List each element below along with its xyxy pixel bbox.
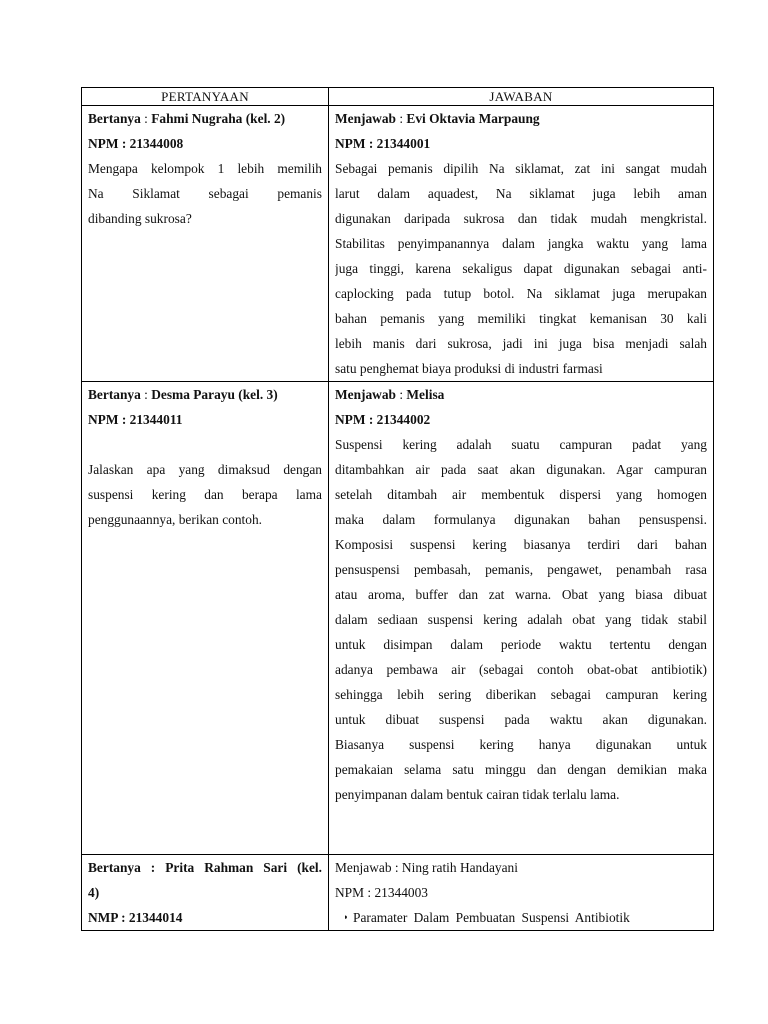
table-row xyxy=(82,855,714,931)
answer-text-line: bahan pemanis yang memiliki tingkat kemanisan 30 kali xyxy=(335,311,707,326)
asker-line: Bertanya : Prita Rahman Sari (kel. xyxy=(88,860,322,875)
answer-text-line: sehingga lebih sering diberikan sebagai campuran kering xyxy=(335,687,707,702)
responder-npm: NPM : 21344001 xyxy=(335,136,431,151)
answer-text-line: pemakaian selama satu minggu dan dengan demikian maka xyxy=(335,762,707,777)
question-text-line: Jalaskan apa yang dimaksud dengan xyxy=(88,462,322,477)
asker-line xyxy=(88,106,322,131)
asker-line-continued: 4) xyxy=(88,885,100,900)
answer-text-line: Sebagai pemanis dipilih Na siklamat, zat ini sangat mudah xyxy=(335,161,707,176)
table-row xyxy=(82,106,714,382)
responder-line xyxy=(335,382,707,407)
answer-cell xyxy=(329,382,714,855)
answer-text-line: atau aroma, buffer dan zat warna. Obat yang biasa dibuat xyxy=(335,587,707,602)
question-cell xyxy=(82,382,329,855)
answer-text-line: untuk disimpan dalam periode waktu tertentu dengan xyxy=(335,637,707,652)
answer-text-line: pensuspensi pembasah, pemanis, pengawet, penambah rasa xyxy=(335,562,707,577)
answer-text-line: caplocking pada tutup botol. Na siklamat juga merupakan xyxy=(335,286,707,301)
asker-npm: NPM : 21344008 xyxy=(88,136,184,151)
answer-text-line: satu penghemat biaya produksi di industri farmasi xyxy=(335,361,603,376)
table-row xyxy=(82,382,714,855)
answer-cell xyxy=(329,106,714,382)
responder-name: Melisa xyxy=(406,387,445,402)
asker-prefix: Bertanya xyxy=(88,111,141,126)
list-item: • Paramater Dalam Pembuatan Suspensi Antibiotik xyxy=(345,905,707,930)
question-text-line: suspensi kering dan berapa lama xyxy=(88,487,322,502)
answer-text-line: ditambahkan air pada saat akan digunakan. Agar campuran xyxy=(335,462,707,477)
responder-line: Menjawab : Ning ratih Handayani xyxy=(335,860,518,875)
responder-npm: NPM : 21344002 xyxy=(335,412,431,427)
responder-name: Evi Oktavia Marpaung xyxy=(406,111,540,126)
blank-line xyxy=(88,432,322,457)
question-text-line: Na Siklamat sebagai pemanis xyxy=(88,186,322,201)
answer-text-line: Suspensi kering adalah suatu campuran padat yang xyxy=(335,437,707,452)
question-text-line: penggunaannya, berikan contoh. xyxy=(88,512,263,527)
answer-text-line: adanya pembawa air (sebagai contoh obat-obat antibiotik) xyxy=(335,662,707,677)
responder-npm: NPM : 21344003 xyxy=(335,885,429,900)
question-text-line: dibanding sukrosa? xyxy=(88,211,192,226)
responder-separator: : xyxy=(396,387,407,402)
table-header-row xyxy=(82,88,714,106)
question-cell xyxy=(82,855,329,931)
parameter-list xyxy=(335,905,707,930)
question-text-line: Mengapa kelompok 1 lebih memilih xyxy=(88,161,322,176)
answer-text-line: dalam sediaan suspensi kering adalah obat yang tidak stabil xyxy=(335,612,707,627)
responder-separator: : xyxy=(396,111,407,126)
asker-name: Desma Parayu (kel. 3) xyxy=(151,387,278,402)
answer-cell xyxy=(329,855,714,931)
answer-text-line: juga tinggi, karena sekaligus dapat digunakan sebagai anti- xyxy=(335,261,707,276)
question-cell xyxy=(82,106,329,382)
responder-prefix: Menjawab xyxy=(335,387,396,402)
answer-text-line: Stabilitas penyimpanannya dalam jangka waktu yang lama xyxy=(335,236,707,251)
asker-name: Fahmi Nugraha (kel. 2) xyxy=(151,111,286,126)
answer-text-line: lebih manis dari sukrosa, jadi ini juga bisa menjadi salah xyxy=(335,336,707,351)
answer-text-line: Biasanya suspensi kering hanya digunakan untuk xyxy=(335,737,707,752)
answer-text-line: untuk dibuat suspensi pada waktu akan digunakan. xyxy=(335,712,707,727)
answer-text-line: digunakan daripada sukrosa dan tidak mudah mengkristal. xyxy=(335,211,707,226)
asker-npm: NPM : 21344011 xyxy=(88,412,183,427)
responder-prefix: Menjawab xyxy=(335,111,396,126)
answer-text-line: setelah ditambah air membentuk dispersi yang homogen xyxy=(335,487,707,502)
asker-separator: : xyxy=(140,111,152,126)
answer-text-line: maka dalam formulanya digunakan bahan pensuspensi. xyxy=(335,512,707,527)
header-pertanyaan: PERTANYAAN xyxy=(82,88,329,106)
asker-npm: NMP : 21344014 xyxy=(88,910,183,925)
asker-separator: : xyxy=(140,387,152,402)
header-jawaban: JAWABAN xyxy=(329,88,714,106)
qa-table xyxy=(81,87,714,931)
answer-text-line: Komposisi suspensi kering biasanya terdiri dari bahan xyxy=(335,537,707,552)
answer-text-line: larut dalam aquadest, Na siklamat juga lebih aman xyxy=(335,186,707,201)
asker-prefix: Bertanya xyxy=(88,387,141,402)
responder-line xyxy=(335,106,707,131)
answer-text-line: penyimpanan dalam bentuk cairan tidak terlalu lama. xyxy=(335,787,620,802)
asker-line xyxy=(88,382,322,407)
